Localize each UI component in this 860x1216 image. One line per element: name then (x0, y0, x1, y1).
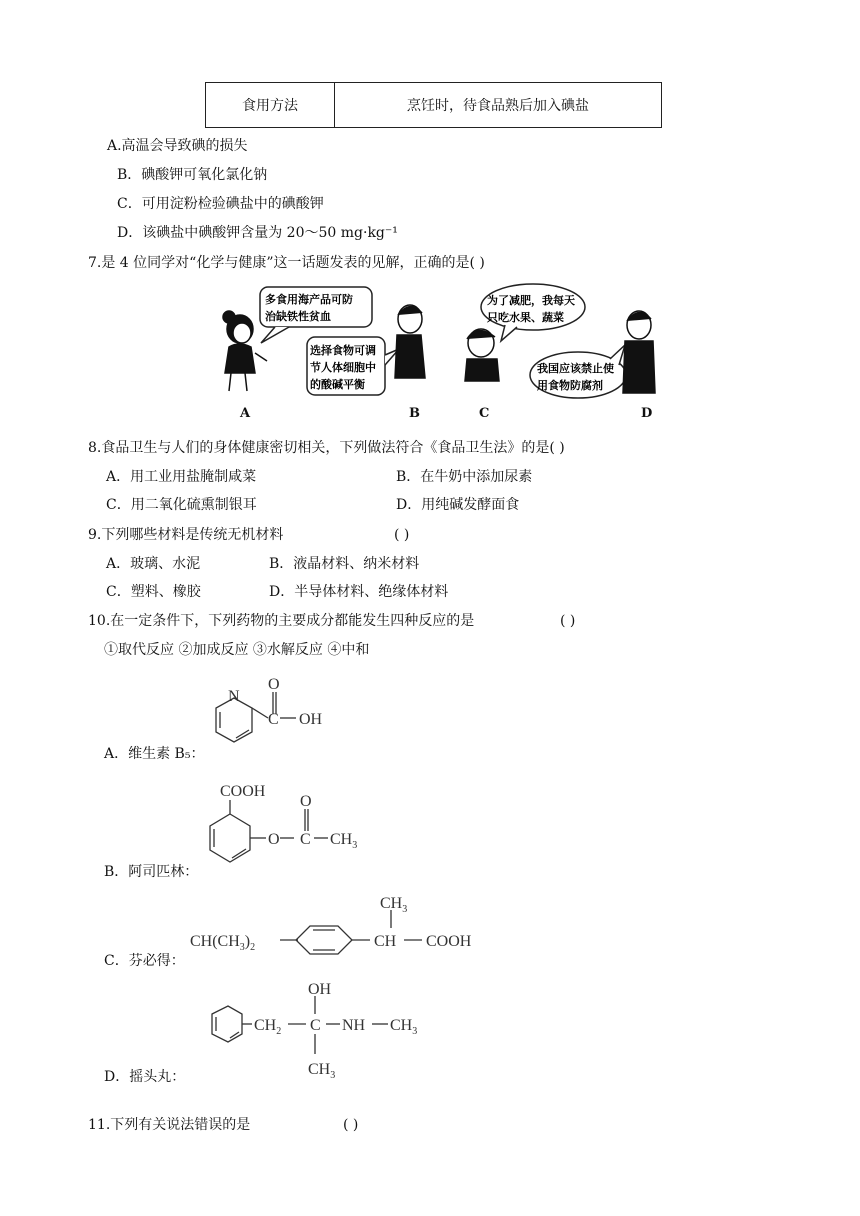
struct-a-n: N (228, 688, 240, 705)
q8-option-d: D．用纯碱发酵面食 (396, 497, 520, 513)
q8-option-a: A．用工业用盐腌制咸菜 (106, 469, 257, 485)
q7-stem: 7.是 4 位同学对“化学与健康”这一话题发表的见解，正确的是( ) (88, 255, 485, 271)
struct-c-left-close: ) (244, 933, 251, 950)
q6-option-a: A.高温会导致碘的损失 (107, 138, 248, 154)
q10-option-c: C．芬必得： (104, 953, 185, 969)
struct-d-ch2-sub: 2 (276, 1026, 282, 1037)
person-d-figure (623, 311, 655, 393)
bubble-b (307, 337, 399, 395)
q10-option-d: D．摇头丸： (104, 1069, 186, 1085)
q9-option-c: C．塑料、橡胶 (106, 584, 201, 600)
svg-text:CH3 (308, 1061, 335, 1081)
struct-d-ch3-bottom-sub: 3 (330, 1070, 336, 1081)
struct-b-cooh: COOH (220, 783, 266, 800)
bubble-a (260, 287, 372, 343)
struct-c-left-sub2: 2 (250, 942, 256, 953)
struct-c-left-sub1: 3 (239, 942, 245, 953)
struct-c-cooh: COOH (426, 933, 472, 950)
bubble-c (481, 284, 585, 341)
struct-c-ch3-top-sub: 3 (402, 904, 408, 915)
cartoon-label-a: A (240, 406, 251, 421)
bubble-a-line-1: 多食用海产品可防 (265, 293, 353, 306)
structure-c (186, 890, 496, 970)
q9-option-a: A．玻璃、水泥 (106, 556, 201, 572)
q6-option-b: B．碘酸钾可氧化氯化钠 (117, 167, 268, 183)
struct-c-ch: CH (374, 933, 397, 950)
struct-c-left: CH(CH (190, 933, 240, 950)
q6-option-c: C．可用淀粉检验碘盐中的碘酸钾 (117, 196, 324, 212)
bubble-d-line-1: 我国应该禁止使 (537, 362, 614, 375)
q6-option-d: D．该碘盐中碘酸钾含量为 20～50 mg·kg⁻¹ (117, 225, 398, 241)
q11-answer-paren: ( ) (343, 1117, 359, 1133)
q11-stem: 11.下列有关说法错误的是 (88, 1117, 251, 1133)
q10-reactions: ①取代反应 ②加成反应 ③水解反应 ④中和 (104, 642, 370, 658)
struct-c-ch3-top: CH (380, 895, 403, 912)
struct-d-ch2: CH (254, 1017, 277, 1034)
q8-option-b: B．在牛奶中添加尿素 (396, 469, 533, 485)
bubble-a-line-2: 治缺铁性贫血 (265, 310, 331, 323)
q9-stem: 9.下列哪些材料是传统无机材料 (88, 527, 284, 543)
cartoon-label-b: B (409, 406, 420, 421)
person-b-figure (395, 305, 425, 378)
struct-d-ch3-bottom: CH (308, 1061, 331, 1078)
person-c-figure (465, 329, 499, 381)
struct-d-ch3-right-sub: 3 (412, 1026, 418, 1037)
table-key-cell: 食用方法 (206, 83, 335, 128)
svg-text:CH3 (330, 831, 357, 851)
cartoon-label-c: C (479, 406, 490, 421)
struct-a-o: O (268, 676, 280, 693)
bubble-b-line-3: 的酸碱平衡 (310, 378, 365, 391)
svg-text:CH(CH3)2 (190, 933, 255, 953)
q10-stem: 10.在一定条件下，下列药物的主要成分都能发生四种反应的是 (88, 613, 475, 629)
q10-option-a: A．维生素 B₅： (104, 746, 205, 762)
bubble-b-line-2: 节人体细胞中 (310, 361, 376, 374)
svg-text:CH2 (254, 1017, 281, 1037)
struct-a-oh: OH (299, 711, 323, 728)
struct-b-o-link: O (268, 831, 280, 848)
q7-cartoon (215, 283, 665, 408)
q9-option-d: D．半导体材料、绝缘体材料 (269, 584, 449, 600)
bubble-c-line-2: 只吃水果、蔬菜 (487, 311, 564, 324)
struct-b-o-top: O (300, 793, 312, 810)
table-row (206, 83, 662, 128)
bubble-d (530, 345, 626, 398)
q9-option-b: B．液晶材料、纳米材料 (269, 556, 420, 572)
bubble-d-line-2: 用食物防腐剂 (537, 379, 603, 392)
structure-a (196, 670, 346, 770)
struct-b-ch3-sub: 3 (352, 840, 358, 851)
bubble-c-line-1: 为了减肥，我每天 (487, 294, 575, 307)
table-value-cell: 烹饪时，待食品熟后加入碘盐 (335, 83, 662, 128)
svg-text:CH3 (390, 1017, 417, 1037)
struct-d-nh: NH (342, 1017, 366, 1034)
q8-option-c: C．用二氧化硫熏制银耳 (106, 497, 257, 513)
struct-a-c: C (268, 711, 279, 728)
struct-d-ch3-right: CH (390, 1017, 413, 1034)
q10-option-b: B．阿司匹林： (104, 864, 199, 880)
q9-answer-paren: ( ) (394, 527, 410, 543)
structure-d (190, 976, 440, 1086)
cartoon-label-d: D (641, 406, 653, 421)
q10-answer-paren: ( ) (560, 613, 576, 629)
struct-b-ch3: CH (330, 831, 353, 848)
svg-text:CH3 (380, 895, 407, 915)
info-table (205, 82, 662, 128)
q8-stem: 8.食品卫生与人们的身体健康密切相关，下列做法符合《食品卫生法》的是( ) (88, 440, 565, 456)
bubble-b-line-1: 选择食物可调 (310, 344, 376, 357)
struct-b-c: C (300, 831, 311, 848)
struct-d-c: C (310, 1017, 321, 1034)
structure-b (196, 776, 386, 886)
struct-d-oh: OH (308, 981, 332, 998)
